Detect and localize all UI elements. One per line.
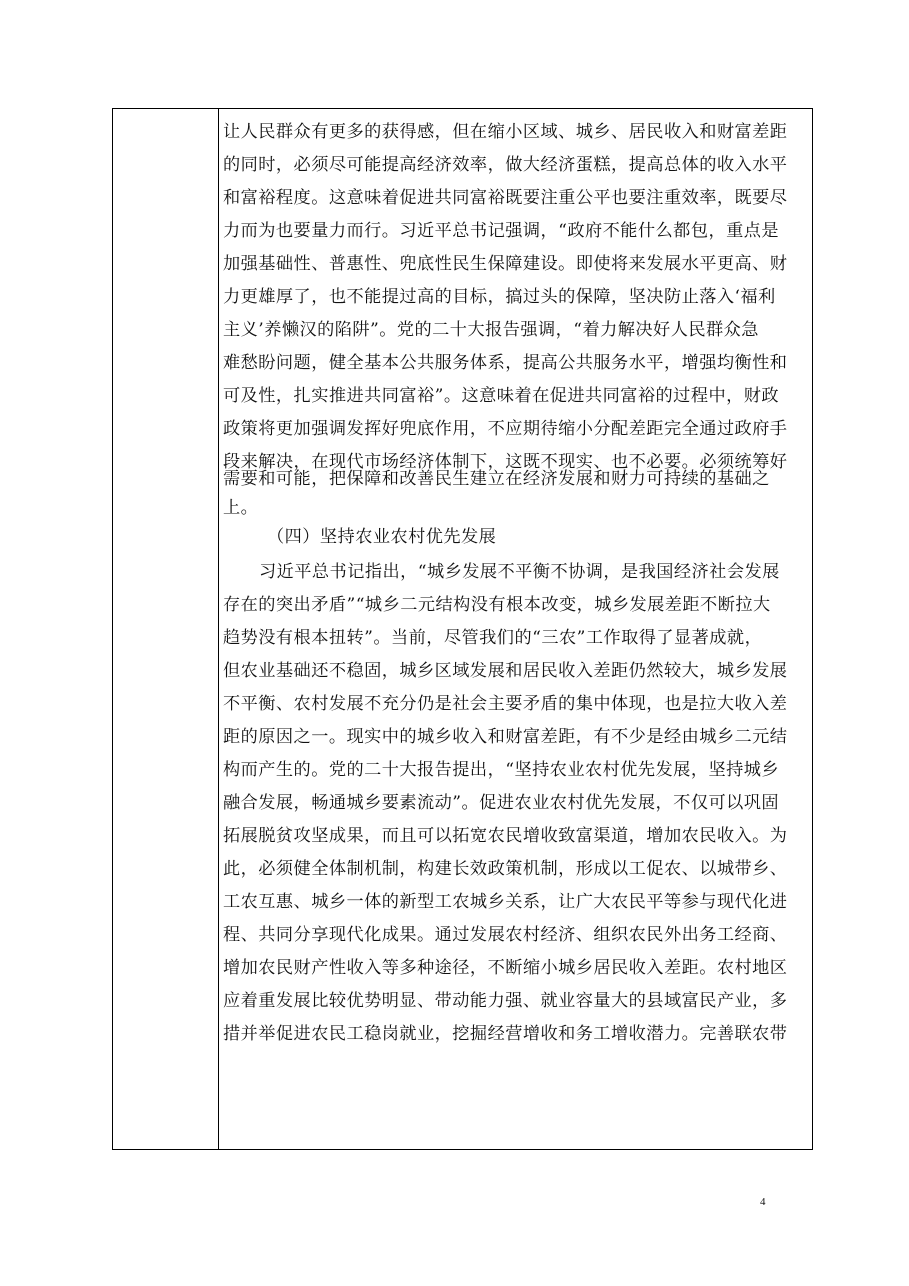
text-line: 让人民群众有更多的获得感，但在缩小区域、城乡、居民收入和财富差距	[223, 122, 788, 142]
text-line: 加强基础性、普惠性、兜底性民生保障建设。即使将来发展水平更高、财	[223, 254, 788, 274]
text-line: 措并举促进农民工稳岗就业，挖掘经营增收和务工增收潜力。完善联农带	[223, 1024, 788, 1044]
text-line: 需要和可能，把保障和改善民生建立在经济发展和财力可持续的基础之	[223, 469, 770, 489]
text-line: 可及性，扎实推进共同富裕”。这意味着在促进共同富裕的过程中，财政	[223, 386, 780, 406]
paragraph-first-line: 习近平总书记指出，“城乡发展不平衡不协调，是我国经济社会发展	[259, 562, 780, 582]
table-content-cell	[219, 109, 812, 1149]
page-number: 4	[760, 1196, 766, 1208]
text-line: 拓展脱贫攻坚成果，而且可以拓宽农民增收致富渠道，增加农民收入。为	[223, 826, 788, 846]
text-line: 难愁盼问题，健全基本公共服务体系，提高公共服务水平，增强均衡性和	[223, 353, 788, 373]
table-left-column	[113, 109, 219, 1149]
text-line: 工农互惠、城乡一体的新型工农城乡关系，让广大农民平等参与现代化进	[223, 892, 788, 912]
text-line: 上。	[223, 498, 259, 518]
text-line: 距的原因之一。现实中的城乡收入和财富差距，有不少是经由城乡二元结	[223, 727, 788, 747]
text-line: 趋势没有根本扭转”。当前，尽管我们的“三农”工作取得了显著成就，	[223, 628, 763, 648]
text-line: 此，必须健全体制机制，构建长效政策机制，形成以工促农、以城带乡、	[223, 859, 788, 879]
content-table	[112, 108, 813, 1150]
text-line: 段来解决，在现代市场经济体制下，这既不现实、也不必要。必须统筹好	[223, 452, 788, 472]
text-line: 和富裕程度。这意味着促进共同富裕既要注重公平也要注重效率，既要尽	[223, 188, 788, 208]
text-line: 应着重发展比较优势明显、带动能力强、就业容量大的县域富民产业，多	[223, 991, 788, 1011]
text-line: 构而产生的。党的二十大报告提出，“坚持农业农村优先发展，坚持城乡	[223, 760, 780, 780]
text-line: 不平衡、农村发展不充分仍是社会主要矛盾的集中体现，也是拉大收入差	[223, 694, 788, 714]
text-line: 力而为也要量力而行。习近平总书记强调，“政府不能什么都包，重点是	[223, 221, 780, 241]
text-line: 增加农民财产性收入等多种途径，不断缩小城乡居民收入差距。农村地区	[223, 958, 788, 978]
text-line: 力更雄厚了，也不能提过高的目标，搞过头的保障，坚决防止落入‘福利	[223, 287, 776, 307]
text-line: 程、共同分享现代化成果。通过发展农村经济、组织农民外出务工经商、	[223, 925, 788, 945]
text-line: 存在的突出矛盾”“城乡二元结构没有根本改变，城乡发展差距不断拉大	[223, 595, 771, 615]
text-line: 融合发展，畅通城乡要素流动”。促进农业农村优先发展，不仅可以巩固	[223, 793, 780, 813]
section-heading: （四）坚持农业农村优先发展	[267, 527, 497, 547]
text-line: 主义’养懒汉的陷阱”。党的二十大报告强调，“着力解决好人民群众急	[223, 320, 759, 340]
text-line: 的同时，必须尽可能提高经济效率，做大经济蛋糕，提高总体的收入水平	[223, 155, 788, 175]
text-line: 政策将更加强调发挥好兜底作用，不应期待缩小分配差距完全通过政府手	[223, 419, 788, 439]
text-line: 但农业基础还不稳固，城乡区域发展和居民收入差距仍然较大，城乡发展	[223, 661, 788, 681]
